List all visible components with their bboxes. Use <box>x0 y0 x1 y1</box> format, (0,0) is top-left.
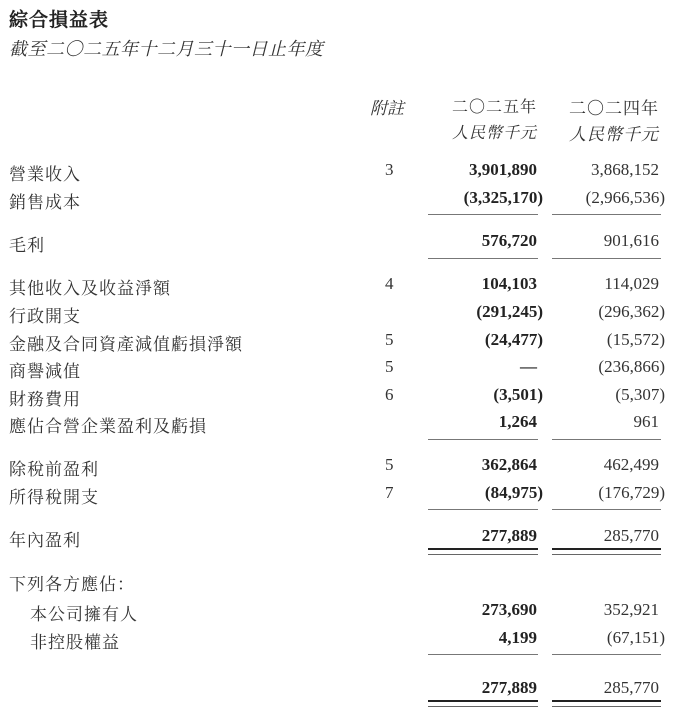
table-row-jv-share <box>0 412 700 438</box>
table-row-attributable-header <box>0 570 700 596</box>
row-note: 3 <box>385 160 394 179</box>
row-label: 行政開支 <box>9 307 81 326</box>
row-value-2024: (176,729) <box>598 483 665 502</box>
current-year-header: 二〇二五年 <box>451 97 537 116</box>
row-value-2025: 1,264 <box>498 412 537 431</box>
prior-unit-header: 人民幣千元 <box>569 125 659 144</box>
row-value-2025: (3,325,170) <box>463 188 543 207</box>
row-note: 5 <box>385 455 394 474</box>
row-label: 非控股權益 <box>30 633 120 652</box>
row-note: 4 <box>385 274 394 293</box>
row-label: 銷售成本 <box>9 193 81 212</box>
row-value-2024: (67,151) <box>606 628 665 647</box>
subtotal-rule-2025 <box>428 214 538 215</box>
subtotal-rule-2025 <box>428 439 538 440</box>
table-row-owners <box>0 600 700 626</box>
subtotal-rule-2024 <box>552 214 661 215</box>
row-label: 除稅前盈利 <box>9 460 99 479</box>
table-row-revenue <box>0 160 700 186</box>
row-label: 毛利 <box>9 236 45 255</box>
row-value-2025: 277,889 <box>481 678 537 697</box>
table-row-non-controlling <box>0 628 700 654</box>
row-value-2024: 462,499 <box>603 455 659 474</box>
row-note: 7 <box>385 483 394 502</box>
row-label: 金融及合同資產減值虧損淨額 <box>9 335 243 354</box>
subtotal-rule-2024 <box>552 654 661 655</box>
row-value-2025: (84,975) <box>484 483 543 502</box>
statement-title: 綜合損益表 <box>9 9 110 31</box>
row-note: 5 <box>385 330 394 349</box>
row-value-2025: 4,199 <box>498 628 537 647</box>
total-double-rule-2024 <box>552 700 661 707</box>
row-value-2025: 273,690 <box>481 600 537 619</box>
row-label: 商譽減值 <box>9 362 81 381</box>
row-value-2024: (15,572) <box>606 330 665 349</box>
row-note: 5 <box>385 357 394 376</box>
table-row-cost-of-sales <box>0 188 700 214</box>
table-row-income-tax <box>0 483 700 509</box>
row-value-2025: 104,103 <box>481 274 537 293</box>
row-value-2024: 114,029 <box>604 274 659 293</box>
subtotal-rule-2024 <box>552 509 661 510</box>
row-value-2024: (236,866) <box>598 357 665 376</box>
current-unit-header: 人民幣千元 <box>451 123 537 142</box>
row-value-2024: 961 <box>633 412 659 431</box>
row-value-2024: (2,966,536) <box>585 188 665 207</box>
total-double-rule-2024 <box>552 548 661 555</box>
row-label: 財務費用 <box>9 390 81 409</box>
subtotal-rule-2024 <box>552 439 661 440</box>
table-row-finance-costs <box>0 385 700 411</box>
row-label: 所得稅開支 <box>9 488 99 507</box>
row-label: 年內盈利 <box>9 531 81 550</box>
note-column-header: 附註 <box>370 99 404 118</box>
table-row-profit-before-tax <box>0 455 700 481</box>
table-row-other-income <box>0 274 700 300</box>
table-row-gross-profit <box>0 231 700 257</box>
table-row-impairment-losses <box>0 330 700 356</box>
row-value-2025: 576,720 <box>481 231 537 250</box>
row-value-2025: — <box>520 357 537 376</box>
prior-year-header: 二〇二四年 <box>569 99 659 118</box>
total-double-rule-2025 <box>428 700 538 707</box>
row-value-2025: 3,901,890 <box>469 160 537 179</box>
subtotal-rule-2025 <box>428 258 538 259</box>
row-label: 營業收入 <box>9 165 81 184</box>
row-value-2024: 352,921 <box>603 600 659 619</box>
table-row-goodwill-impairment <box>0 357 700 383</box>
row-value-2024: 901,616 <box>603 231 659 250</box>
row-value-2025: (291,245) <box>476 302 543 321</box>
row-value-2025: (24,477) <box>484 330 543 349</box>
subtotal-rule-2025 <box>428 509 538 510</box>
row-label: 下列各方應佔： <box>9 575 135 594</box>
row-label: 其他收入及收益淨額 <box>9 279 171 298</box>
row-value-2025: 362,864 <box>481 455 537 474</box>
row-label: 應佔合營企業盈利及虧損 <box>9 417 207 436</box>
row-value-2024: 3,868,152 <box>591 160 659 179</box>
total-double-rule-2025 <box>428 548 538 555</box>
row-label: 本公司擁有人 <box>30 605 138 624</box>
subtotal-rule-2025 <box>428 654 538 655</box>
table-row-admin-expenses <box>0 302 700 328</box>
row-value-2025: 277,889 <box>481 526 537 545</box>
row-note: 6 <box>385 385 394 404</box>
row-value-2024: (5,307) <box>615 385 665 404</box>
row-value-2024: 285,770 <box>603 526 659 545</box>
subtotal-rule-2024 <box>552 258 661 259</box>
statement-period: 截至二〇二五年十二月三十一日止年度 <box>9 39 324 59</box>
row-value-2024: 285,770 <box>603 678 659 697</box>
row-value-2025: (3,501) <box>493 385 543 404</box>
row-value-2024: (296,362) <box>598 302 665 321</box>
